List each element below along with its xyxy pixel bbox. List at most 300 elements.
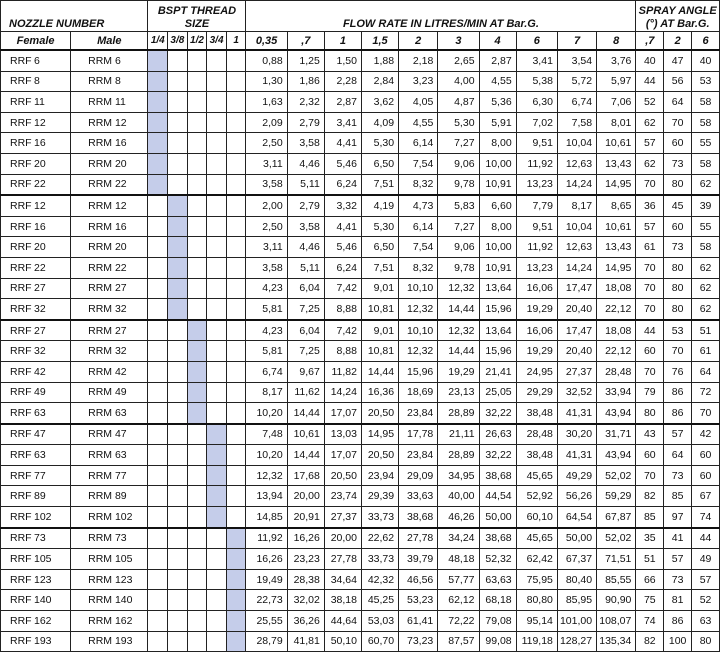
- flow-rate-cell: 38,68: [479, 465, 516, 486]
- female-number: 11: [34, 95, 45, 108]
- thread-size-cell: [226, 382, 246, 403]
- thread-size-marker: [148, 153, 168, 174]
- spray-angle-cell: 49: [692, 549, 720, 570]
- flow-rate-cell: 53,03: [361, 611, 398, 632]
- flow-rate-cell: 10,04: [557, 133, 596, 154]
- thread-size-cell: [187, 549, 207, 570]
- female-code-cell: [1, 361, 71, 382]
- pressure-header: ,7: [287, 32, 324, 51]
- flow-rate-cell: 28,48: [516, 424, 557, 445]
- female-prefix: RRF: [10, 428, 32, 441]
- flow-rate-cell: 41,81: [287, 631, 324, 652]
- flow-rate-cell: 2,87: [324, 92, 361, 113]
- table-row: [1, 112, 720, 133]
- flow-rate-cell: 28,79: [246, 631, 287, 652]
- flow-rate-cell: 13,03: [324, 424, 361, 445]
- female-prefix: RRF: [10, 241, 32, 254]
- spray-angle-cell: 58: [692, 112, 720, 133]
- thread-size-cell: [148, 486, 168, 507]
- female-number: 63: [34, 406, 46, 419]
- flow-rate-cell: 11,62: [287, 382, 324, 403]
- flow-rate-cell: 68,18: [479, 590, 516, 611]
- flow-rate-cell: 10,61: [597, 216, 636, 237]
- flow-rate-cell: 38,18: [324, 590, 361, 611]
- pressure-header: 7: [557, 32, 596, 51]
- flow-rate-cell: 6,24: [324, 174, 361, 195]
- flow-rate-cell: 2,84: [361, 71, 398, 92]
- thread-size-cell: [226, 320, 246, 341]
- thread-size-cell: [148, 278, 168, 299]
- flow-rate-cell: 8,32: [399, 174, 438, 195]
- flow-rate-cell: 6,74: [246, 361, 287, 382]
- flow-rate-cell: 10,04: [557, 216, 596, 237]
- flow-rate-cell: 14,44: [287, 445, 324, 466]
- pressure-header: 1,5: [361, 32, 398, 51]
- female-code-cell: [1, 50, 71, 71]
- spray-angle-cell: 57: [664, 549, 692, 570]
- flow-rate-cell: 23,84: [399, 403, 438, 424]
- flow-rate-cell: 46,26: [438, 507, 479, 528]
- female-number: 12: [34, 116, 46, 129]
- flow-rate-cell: 22,12: [597, 341, 636, 362]
- thread-size-cell: [148, 299, 168, 320]
- flow-rate-cell: 38,68: [399, 507, 438, 528]
- flow-rate-cell: 11,82: [324, 361, 361, 382]
- flow-rate-cell: 10,20: [246, 403, 287, 424]
- thread-size-marker: [207, 486, 227, 507]
- spray-angle-cell: 40: [692, 50, 720, 71]
- female-number: 32: [34, 302, 46, 315]
- spray-angle-cell: 58: [692, 92, 720, 113]
- female-prefix: RRF: [10, 553, 32, 566]
- flow-rate-cell: 4,41: [324, 216, 361, 237]
- flow-rate-cell: 12,63: [557, 153, 596, 174]
- thread-size-cell: [168, 507, 188, 528]
- spray-angle-cell: 70: [664, 341, 692, 362]
- female-number: 140: [34, 594, 52, 607]
- flow-rate-cell: 5,30: [361, 216, 398, 237]
- flow-rate-cell: 25,55: [246, 611, 287, 632]
- male-code-cell: RRM 77: [71, 465, 148, 486]
- thread-size-marker: [187, 320, 207, 341]
- flow-rate-cell: 62,42: [516, 549, 557, 570]
- flow-rate-cell: 108,07: [597, 611, 636, 632]
- flow-rate-cell: 20,00: [287, 486, 324, 507]
- flow-rate-cell: 1,63: [246, 92, 287, 113]
- spray-angle-cell: 64: [664, 92, 692, 113]
- thread-size-cell: [148, 590, 168, 611]
- thread-size-cell: [168, 424, 188, 445]
- spray-angle-cell: 58: [692, 237, 720, 258]
- flow-rate-cell: 9,51: [516, 216, 557, 237]
- flow-rate-cell: 56,26: [557, 486, 596, 507]
- flow-rate-cell: 9,01: [361, 320, 398, 341]
- flow-rate-cell: 10,61: [287, 424, 324, 445]
- flow-rate-cell: 9,06: [438, 153, 479, 174]
- flow-rate-cell: 17,07: [324, 445, 361, 466]
- flow-rate-cell: 7,79: [516, 195, 557, 216]
- spray-angle-cell: 60: [664, 133, 692, 154]
- flow-rate-cell: 10,10: [399, 320, 438, 341]
- flow-rate-cell: 80,40: [557, 569, 596, 590]
- flow-rate-cell: 29,39: [361, 486, 398, 507]
- thread-size-cell: [207, 631, 227, 652]
- thread-size-cell: [207, 216, 227, 237]
- spray-angle-cell: 70: [636, 278, 664, 299]
- flow-rate-cell: 6,50: [361, 237, 398, 258]
- table-row: [1, 569, 720, 590]
- flow-rate-cell: 2,50: [246, 216, 287, 237]
- flow-rate-cell: 14,24: [557, 257, 596, 278]
- flow-rate-cell: 6,60: [479, 195, 516, 216]
- flow-rate-cell: 8,01: [597, 112, 636, 133]
- female-number: 42: [34, 365, 46, 378]
- flow-rate-cell: 2,79: [287, 195, 324, 216]
- female-prefix: RRF: [10, 75, 32, 88]
- flow-rate-cell: 18,08: [597, 278, 636, 299]
- female-prefix: RRF: [10, 573, 32, 586]
- thread-size-cell: [168, 361, 188, 382]
- thread-size-cell: [226, 507, 246, 528]
- female-number: 27: [34, 324, 46, 337]
- flow-rate-cell: 5,11: [287, 174, 324, 195]
- flow-rate-cell: 16,06: [516, 278, 557, 299]
- spray-angle-cell: 42: [692, 424, 720, 445]
- thread-size-marker: [187, 403, 207, 424]
- table-row: [1, 424, 720, 445]
- flow-rate-cell: 2,09: [246, 112, 287, 133]
- female-number: 16: [34, 220, 46, 233]
- thread-size-cell: [226, 50, 246, 71]
- flow-rate-cell: 4,46: [287, 153, 324, 174]
- spray-angle-cell: 35: [636, 528, 664, 549]
- flow-rate-cell: 12,32: [246, 465, 287, 486]
- flow-rate-cell: 50,00: [479, 507, 516, 528]
- flow-rate-cell: 10,20: [246, 445, 287, 466]
- female-number: 73: [34, 532, 46, 545]
- thread-size-cell: [226, 237, 246, 258]
- male-code-cell: RRM 49: [71, 382, 148, 403]
- flow-rate-cell: 7,25: [287, 341, 324, 362]
- spray-angle-cell: 57: [664, 424, 692, 445]
- flow-rate-cell: 32,02: [287, 590, 324, 611]
- table-row: [1, 50, 720, 71]
- female-prefix: RRF: [10, 324, 32, 337]
- thread-size-cell: [187, 133, 207, 154]
- table-row: [1, 299, 720, 320]
- flow-rate-cell: 6,14: [399, 216, 438, 237]
- spray-angle-cell: 39: [692, 195, 720, 216]
- flow-rate-cell: 10,81: [361, 341, 398, 362]
- female-number: 63: [34, 449, 46, 462]
- flow-rate-cell: 22,12: [597, 299, 636, 320]
- spray-angle-cell: 44: [636, 320, 664, 341]
- male-code-cell: RRM 140: [71, 590, 148, 611]
- pressure-header: 1: [324, 32, 361, 51]
- thread-size-marker: [207, 507, 227, 528]
- thread-size-cell: [148, 216, 168, 237]
- female-prefix: RRF: [10, 345, 32, 358]
- flow-rate-cell: 4,23: [246, 320, 287, 341]
- thread-size-header: 1/2: [187, 32, 207, 51]
- thread-size-cell: [226, 174, 246, 195]
- male-code-cell: RRM 11: [71, 92, 148, 113]
- flow-rate-cell: 19,29: [438, 361, 479, 382]
- female-prefix: RRF: [10, 406, 32, 419]
- flow-rate-cell: 75,95: [516, 569, 557, 590]
- thread-size-cell: [168, 486, 188, 507]
- spray-angle-cell: 60: [664, 216, 692, 237]
- flow-rate-cell: 10,10: [399, 278, 438, 299]
- thread-size-cell: [168, 465, 188, 486]
- female-code-cell: [1, 528, 71, 549]
- spray-angle-cell: 62: [692, 278, 720, 299]
- thread-size-marker: [226, 631, 246, 652]
- flow-rate-cell: 1,86: [287, 71, 324, 92]
- female-prefix: RRF: [10, 220, 32, 233]
- flow-rate-cell: 20,50: [324, 465, 361, 486]
- thread-size-cell: [207, 611, 227, 632]
- flow-rate-cell: 33,73: [361, 507, 398, 528]
- thread-size-cell: [207, 257, 227, 278]
- flow-rate-cell: 1,50: [324, 50, 361, 71]
- table-row: [1, 71, 720, 92]
- flow-rate-cell: 90,90: [597, 590, 636, 611]
- male-code-cell: RRM 47: [71, 424, 148, 445]
- spray-angle-header: SPRAY ANGLE (°) AT Bar.G.: [636, 1, 720, 32]
- flow-rate-cell: 44,64: [324, 611, 361, 632]
- flow-rate-cell: 14,44: [438, 341, 479, 362]
- female-code-cell: [1, 92, 71, 113]
- female-prefix: RRF: [10, 386, 32, 399]
- spray-angle-cell: 52: [692, 590, 720, 611]
- thread-size-cell: [187, 174, 207, 195]
- flow-rate-cell: 18,08: [597, 320, 636, 341]
- flow-rate-cell: 7,42: [324, 320, 361, 341]
- flow-rate-cell: 72,22: [438, 611, 479, 632]
- thread-size-marker: [207, 465, 227, 486]
- flow-rate-cell: 5,83: [438, 195, 479, 216]
- thread-size-cell: [187, 465, 207, 486]
- flow-rate-cell: 34,24: [438, 528, 479, 549]
- flow-rate-cell: 39,79: [399, 549, 438, 570]
- flow-rate-cell: 7,42: [324, 278, 361, 299]
- spray-angle-cell: 62: [636, 112, 664, 133]
- thread-size-cell: [207, 133, 227, 154]
- female-number: 49: [34, 386, 46, 399]
- flow-rate-cell: 99,08: [479, 631, 516, 652]
- flow-rate-cell: 21,41: [479, 361, 516, 382]
- flow-rate-cell: 17,07: [324, 403, 361, 424]
- flow-rate-cell: 14,24: [557, 174, 596, 195]
- spray-angle-cell: 100: [664, 631, 692, 652]
- table-row: [1, 361, 720, 382]
- spray-angle-cell: 62: [692, 299, 720, 320]
- female-code-cell: [1, 153, 71, 174]
- spray-angle-cell: 70: [636, 299, 664, 320]
- female-number: 6: [34, 54, 40, 67]
- female-prefix: RRF: [10, 449, 32, 462]
- thread-size-cell: [148, 528, 168, 549]
- flow-rate-cell: 85,55: [597, 569, 636, 590]
- table-row: [1, 320, 720, 341]
- thread-size-header: 1: [226, 32, 246, 51]
- female-prefix: RRF: [10, 282, 32, 295]
- flow-rate-cell: 8,17: [246, 382, 287, 403]
- female-code-cell: [1, 216, 71, 237]
- flow-rate-cell: 2,79: [287, 112, 324, 133]
- female-number: 123: [34, 573, 52, 586]
- female-number: 47: [34, 428, 46, 441]
- thread-size-cell: [187, 71, 207, 92]
- spray-angle-cell: 70: [664, 112, 692, 133]
- spray-angle-cell: 80: [636, 403, 664, 424]
- thread-size-marker: [168, 237, 188, 258]
- female-code-cell: [1, 569, 71, 590]
- table-row: [1, 465, 720, 486]
- spray-angle-cell: 64: [664, 445, 692, 466]
- flow-rate-cell: 13,94: [246, 486, 287, 507]
- thread-size-cell: [207, 71, 227, 92]
- flow-rate-cell: 20,91: [287, 507, 324, 528]
- flow-rate-cell: 52,92: [516, 486, 557, 507]
- thread-size-marker: [168, 216, 188, 237]
- flow-rate-cell: 5,30: [438, 112, 479, 133]
- flow-rate-cell: 34,64: [324, 569, 361, 590]
- flow-rate-cell: 14,24: [324, 382, 361, 403]
- flow-rate-cell: 38,48: [516, 445, 557, 466]
- table-row: [1, 153, 720, 174]
- male-code-cell: RRM 16: [71, 133, 148, 154]
- flow-rate-cell: 4,87: [438, 92, 479, 113]
- female-prefix: RRF: [10, 594, 32, 607]
- thread-size-cell: [187, 507, 207, 528]
- flow-rate-cell: 13,23: [516, 257, 557, 278]
- female-number: 162: [34, 614, 52, 627]
- table-row: [1, 528, 720, 549]
- female-prefix: RRF: [10, 95, 32, 108]
- male-code-cell: RRM 12: [71, 112, 148, 133]
- flow-rate-cell: 8,65: [597, 195, 636, 216]
- thread-size-cell: [207, 92, 227, 113]
- flow-rate-cell: 5,11: [287, 257, 324, 278]
- female-prefix: RRF: [10, 302, 32, 315]
- thread-size-cell: [148, 445, 168, 466]
- male-code-cell: RRM 63: [71, 403, 148, 424]
- thread-size-cell: [187, 50, 207, 71]
- thread-size-cell: [168, 133, 188, 154]
- thread-size-marker: [168, 257, 188, 278]
- flow-rate-cell: 4,23: [246, 278, 287, 299]
- female-code-cell: [1, 465, 71, 486]
- spray-angle-cell: 57: [636, 133, 664, 154]
- flow-rate-cell: 16,36: [361, 382, 398, 403]
- male-code-cell: RRM 89: [71, 486, 148, 507]
- spray-angle-cell: 86: [664, 611, 692, 632]
- flow-rate-cell: 0,88: [246, 50, 287, 71]
- female-prefix: RRF: [10, 635, 32, 648]
- flow-rate-cell: 28,38: [287, 569, 324, 590]
- flow-rate-cell: 18,69: [399, 382, 438, 403]
- table-row: [1, 257, 720, 278]
- table-row: [1, 590, 720, 611]
- flow-rate-cell: 3,41: [516, 50, 557, 71]
- flow-rate-cell: 9,78: [438, 174, 479, 195]
- thread-size-cell: [187, 237, 207, 258]
- flow-rate-cell: 27,78: [399, 528, 438, 549]
- flow-rate-cell: 2,65: [438, 50, 479, 71]
- flow-rate-cell: 5,38: [516, 71, 557, 92]
- thread-size-marker: [148, 133, 168, 154]
- table-row: [1, 92, 720, 113]
- flow-rate-cell: 11,92: [516, 237, 557, 258]
- flow-rate-cell: 52,02: [597, 465, 636, 486]
- flow-rate-cell: 3,58: [287, 216, 324, 237]
- female-number: 8: [34, 75, 40, 88]
- thread-size-cell: [207, 361, 227, 382]
- flow-rate-cell: 50,00: [557, 528, 596, 549]
- thread-size-cell: [207, 195, 227, 216]
- flow-rate-cell: 12,32: [399, 341, 438, 362]
- male-code-cell: RRM 162: [71, 611, 148, 632]
- thread-size-cell: [207, 341, 227, 362]
- flow-rate-cell: 20,50: [361, 445, 398, 466]
- thread-size-cell: [226, 445, 246, 466]
- spray-angle-cell: 75: [636, 590, 664, 611]
- flow-rate-cell: 80,80: [516, 590, 557, 611]
- spray-angle-cell: 70: [636, 174, 664, 195]
- thread-size-cell: [168, 320, 188, 341]
- female-number: 20: [34, 157, 46, 170]
- flow-rate-cell: 3,54: [557, 50, 596, 71]
- flow-rate-cell: 28,89: [438, 403, 479, 424]
- female-number: 12: [34, 199, 46, 212]
- thread-size-cell: [168, 71, 188, 92]
- thread-size-cell: [226, 486, 246, 507]
- thread-size-cell: [168, 403, 188, 424]
- female-prefix: RRF: [10, 157, 32, 170]
- male-code-cell: RRM 8: [71, 71, 148, 92]
- flow-rate-cell: 13,64: [479, 278, 516, 299]
- female-code-cell: [1, 382, 71, 403]
- flow-rate-cell: 5,91: [479, 112, 516, 133]
- table-row: [1, 216, 720, 237]
- thread-size-cell: [148, 611, 168, 632]
- spray-angle-cell: 73: [664, 569, 692, 590]
- thread-size-marker: [168, 299, 188, 320]
- thread-size-cell: [187, 486, 207, 507]
- flow-rate-cell: 10,81: [361, 299, 398, 320]
- thread-size-cell: [187, 445, 207, 466]
- flow-rate-cell: 45,25: [361, 590, 398, 611]
- flow-rate-cell: 2,32: [287, 92, 324, 113]
- thread-size-cell: [226, 92, 246, 113]
- thread-size-cell: [207, 174, 227, 195]
- thread-size-cell: [207, 320, 227, 341]
- male-code-cell: RRM 193: [71, 631, 148, 652]
- female-prefix: RRF: [10, 199, 32, 212]
- spray-angle-cell: 72: [692, 382, 720, 403]
- flow-rate-cell: 27,37: [557, 361, 596, 382]
- thread-size-cell: [226, 341, 246, 362]
- female-header: Female: [1, 32, 71, 51]
- female-code-cell: [1, 174, 71, 195]
- thread-size-cell: [187, 299, 207, 320]
- female-prefix: RRF: [10, 365, 32, 378]
- thread-size-marker: [148, 112, 168, 133]
- header-row-2: [1, 32, 720, 51]
- flow-rate-cell: 3,58: [246, 257, 287, 278]
